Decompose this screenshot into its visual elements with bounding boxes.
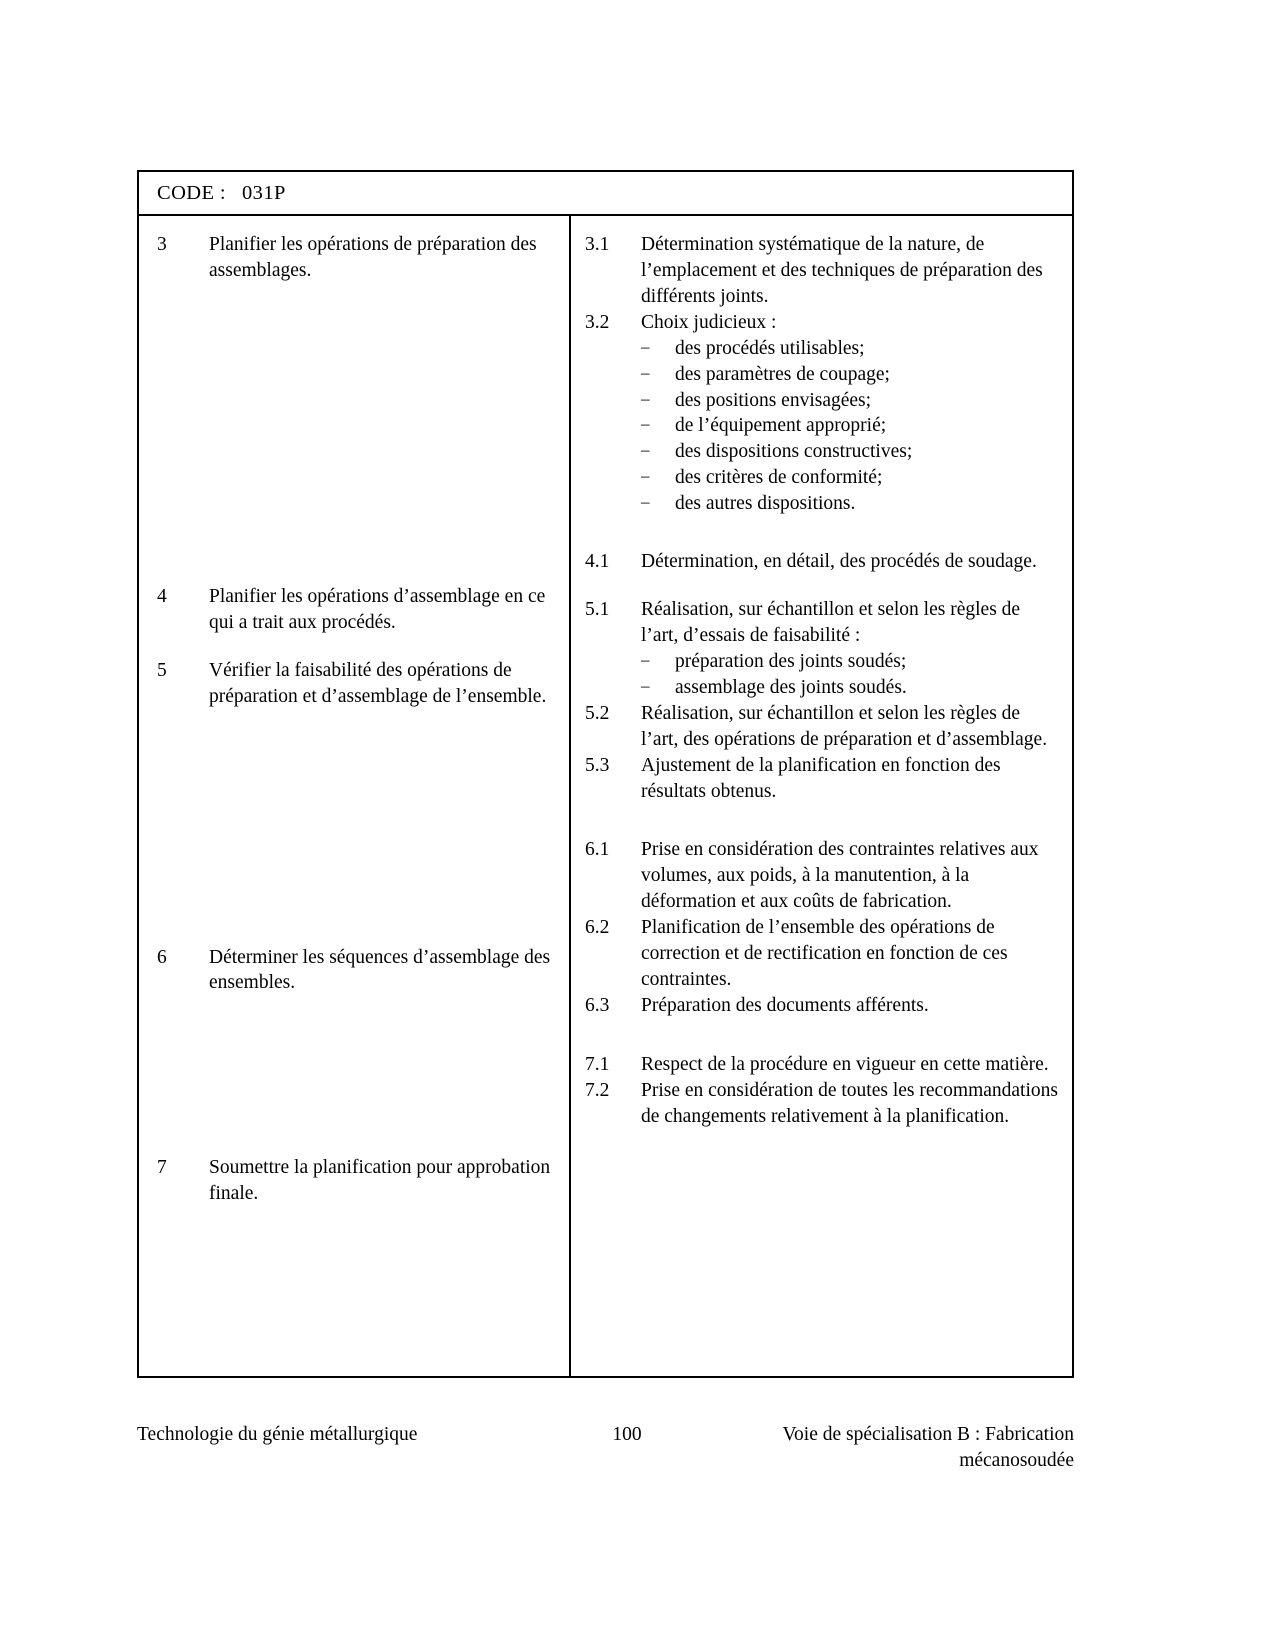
criterion-row: [585, 549, 1058, 575]
page-footer: [137, 1422, 1074, 1475]
code-label: CODE :: [157, 182, 227, 204]
objective-row: [157, 584, 555, 636]
code-header-row: [139, 172, 1072, 216]
criterion-number: 7.2: [585, 1079, 610, 1101]
objective-number: 7: [157, 1157, 167, 1179]
criterion-sublist: [585, 336, 1058, 517]
dash-bullet: –: [641, 466, 650, 486]
criterion-text: Choix judicieux :: [641, 311, 777, 333]
list-item: [641, 649, 1058, 675]
page-number: 100: [612, 1424, 642, 1445]
criterion-number: 7.1: [585, 1053, 610, 1075]
criterion-row: [585, 232, 1058, 310]
objective-text: Planifier les opérations de préparation des assemblages.: [209, 234, 537, 281]
dash-bullet: –: [641, 675, 650, 695]
criterion-row: [585, 837, 1058, 915]
criterion-text: Ajustement de la planification en fonction des résultats obtenus.: [641, 754, 1001, 802]
code-value: 031P: [242, 182, 286, 204]
criterion-row: [585, 1078, 1058, 1130]
criterion-number: 5.1: [585, 599, 610, 621]
criterion-number: 6.3: [585, 994, 610, 1016]
list-item-text: préparation des joints soudés;: [675, 650, 907, 672]
list-item-text: des critères de conformité;: [675, 467, 883, 489]
criterion-row: [585, 753, 1058, 805]
dash-bullet: –: [641, 362, 650, 382]
list-item: [641, 413, 1058, 439]
list-item-text: des autres dispositions.: [675, 493, 856, 515]
criterion-row: [585, 310, 1058, 336]
dash-bullet: –: [641, 336, 650, 356]
list-item-text: des positions envisagées;: [675, 389, 872, 411]
list-item: [641, 362, 1058, 388]
objective-number: 3: [157, 234, 167, 255]
objective-text: Vérifier la faisabilité des opérations de préparation et d’assemblage de l’ensemble.: [209, 659, 547, 707]
footer-right-text: [687, 1422, 1074, 1475]
objective-row: [157, 658, 555, 710]
column-objectives: [139, 216, 571, 1376]
footer-left-text: Technologie du génie métallurgique: [137, 1424, 418, 1445]
list-item: [641, 465, 1058, 491]
criterion-number: 3.2: [585, 311, 610, 333]
criterion-number: 3.1: [585, 234, 610, 255]
objective-number: 4: [157, 585, 167, 607]
criterion-row: [585, 915, 1058, 993]
dash-bullet: –: [641, 492, 650, 512]
competency-table: [137, 170, 1074, 1378]
objective-row: [157, 945, 555, 997]
criterion-number: 6.2: [585, 917, 610, 939]
criterion-number: 5.2: [585, 702, 610, 724]
list-item: [641, 439, 1058, 465]
objective-text: Soumettre la planification pour approbation finale.: [209, 1157, 551, 1205]
criterion-text: Détermination, en détail, des procédés de soudage.: [641, 551, 1037, 573]
list-item: [641, 491, 1058, 517]
criterion-text: Réalisation, sur échantillon et selon les règles de l’art, des opérations de préparation et d’assemblage.: [641, 702, 1048, 750]
table-columns: [139, 216, 1072, 1376]
criterion-text: Préparation des documents afférents.: [641, 994, 929, 1016]
criterion-text: Prise en considération des contraintes relatives aux volumes, aux poids, à la manutention, à la déformation et aux coûts de fabrication.: [641, 839, 1039, 913]
criterion-text: Respect de la procédure en vigueur en cette matière.: [641, 1053, 1049, 1075]
list-item: [641, 388, 1058, 414]
dash-bullet: –: [641, 414, 650, 434]
dash-bullet: –: [641, 440, 650, 460]
objective-number: 5: [157, 659, 167, 681]
dash-bullet: –: [641, 649, 650, 669]
criterion-sublist: [585, 649, 1058, 701]
dash-bullet: –: [641, 388, 650, 408]
criterion-number: 4.1: [585, 551, 610, 573]
list-item: [641, 675, 1058, 701]
objective-text: Déterminer les séquences d’assemblage des ensembles.: [209, 946, 551, 994]
footer-right-line2: mécanosoudée: [959, 1450, 1074, 1472]
objective-row: [157, 1155, 555, 1207]
list-item-text: des procédés utilisables;: [675, 337, 865, 359]
criterion-number: 5.3: [585, 754, 610, 776]
list-item-text: des dispositions constructives;: [675, 441, 913, 463]
list-item-text: assemblage des joints soudés.: [675, 676, 907, 698]
criterion-number: 6.1: [585, 839, 610, 861]
footer-right-line1: Voie de spécialisation B : Fabrication: [782, 1424, 1074, 1445]
column-criteria: [571, 216, 1072, 1376]
criterion-text: Prise en considération de toutes les recommandations de changements relativement à la planification.: [641, 1079, 1058, 1127]
list-item-text: de l’équipement approprié;: [675, 415, 887, 437]
criterion-row: [585, 597, 1058, 649]
objective-row: [157, 232, 555, 284]
criterion-row: [585, 701, 1058, 753]
objective-text: Planifier les opérations d’assemblage en ce qui a trait aux procédés.: [209, 585, 546, 633]
criterion-text: Réalisation, sur échantillon et selon les règles de l’art, d’essais de faisabilité :: [641, 599, 1021, 646]
criterion-row: [585, 1052, 1058, 1078]
objective-number: 6: [157, 946, 167, 968]
list-item-text: des paramètres de coupage;: [675, 363, 890, 385]
list-item: [641, 336, 1058, 362]
criterion-row: [585, 993, 1058, 1019]
criterion-text: Détermination systématique de la nature, de l’emplacement et des techniques de préparation des différents joints.: [641, 234, 1043, 307]
criterion-text: Planification de l’ensemble des opérations de correction et de rectification en fonction de ces contraintes.: [641, 917, 1008, 991]
